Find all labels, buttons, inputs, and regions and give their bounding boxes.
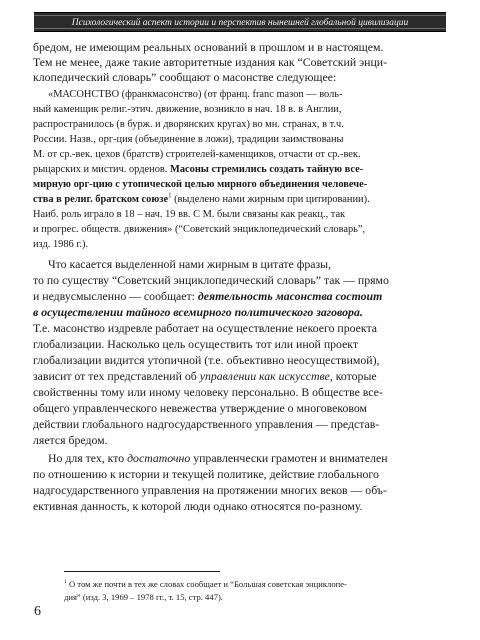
quote-line [33,163,363,177]
quote-line: М. от ср.-век. цехов (братств) строителей-каменщиков, отчасти от ср.-век. [33,149,361,160]
footnote-line [64,577,347,591]
quote-line: изд. 1986 г.). [33,239,89,250]
plain-text: и недвусмысленно — сообщает: [33,289,195,303]
text-line [48,451,388,465]
text-line: клопедический словарь” сообщают о масонстве следующее: [33,70,337,84]
quote-line: России. Назв., орг-ция (объединение в ложи), традиции заимствованы [33,134,344,145]
text-line: Тем не менее, даже такие авторитетные издания как “Советский энци- [33,55,388,69]
text-line: бредом, не имеющим реальных оснований в прошлом и в настоящем. [33,40,384,54]
running-header [34,12,446,32]
page-number: 6 [34,604,41,619]
quote-bold-line: мирную орг-цию с утопической целью мирного объединения человече- [33,179,368,190]
quote-bold-text: Масоны стремились создать тайную все- [170,164,364,175]
plain-text: зависит от тех представлений об [33,369,197,383]
footnote-marker: 1 [64,579,67,586]
footnote-ref[interactable]: 1 [168,192,172,200]
text-line: надгосударственного управления на протяжении многих веков — объ- [33,483,387,497]
text-line: ляется бредом. [33,433,108,447]
italic-text: достаточно [127,451,191,465]
quote-line: «МАСОНСТВО (франкмасонство) (от франц. franc maзon — воль- [48,89,343,100]
text-line [33,369,377,383]
text-line: действии глобального надгосударственного управления — представ- [33,417,380,431]
running-header-title: Психологический аспект истории и перспектив нынешней глобальной цивилизации [71,18,409,28]
italic-text: управлении как искусстве [199,369,330,383]
quote-line: и прогрес. обществ. движения» (“Советский энциклопедический словарь”, [33,224,366,235]
quote-text: (выделено нами жирным при цитировании). [174,194,370,205]
quote-line: ный каменщик религ.-этич. движение, возникло в нач. 18 в. в Англии, [33,104,342,115]
quote-text: рыцарских и мистич. орденов. [33,164,168,175]
text-line: Что касается выделенной нами жирным в цитате фразы, [48,257,332,271]
text-line: общего управленческого невежества утверждение о многовековом [33,401,367,415]
text-line: свойственны тому или иному человеку персонально. В обществе все- [33,385,383,399]
footnote-text: О том же почти в тех же словах сообщает и “Большая советская энциклопе- [68,579,347,589]
plain-text: управленчески грамотен и внимателен [193,451,388,465]
text-line: Т.е. масонство издревле работает на осуществление некоего проекта [33,321,378,335]
text-line: глобализации видится утопичной (т.е. объективно неосуществимой), [33,353,380,367]
quote-line: Наиб. роль играло в 18 – нач. 19 вв. С М. были связаны как реакц., так [33,209,346,220]
emphasis-line: в осуществлении тайного всемирного политического заговора. [33,305,363,319]
quote-line: распространилось (в бурж. и дворянских кругах) во мн. странах, в т.ч. [33,119,344,130]
quote-bold-text: ства в религ. братском союзе [33,194,169,205]
text-line: ективная данность, к которой люди однако относятся по-разному. [33,499,363,513]
quote-line [33,193,370,207]
text-line: глобализации. Насколько цель осуществить тот или иной проект [33,337,359,351]
emphasis-text: деятельность масонства состоит [197,289,383,303]
footnote-divider [64,571,220,572]
text-line: то по существу “Советский энциклопедический словарь” так — прямо [33,273,389,287]
footnote-line: дия” (изд. 3, 1969 – 1978 гг., т. 15, стр. 447). [64,592,223,602]
plain-text: , которые [329,369,377,383]
text-line [33,289,382,303]
plain-text: Но для тех, кто [48,451,125,465]
text-line: по отношению к истории и текущей политике, действие глобального [33,467,379,481]
